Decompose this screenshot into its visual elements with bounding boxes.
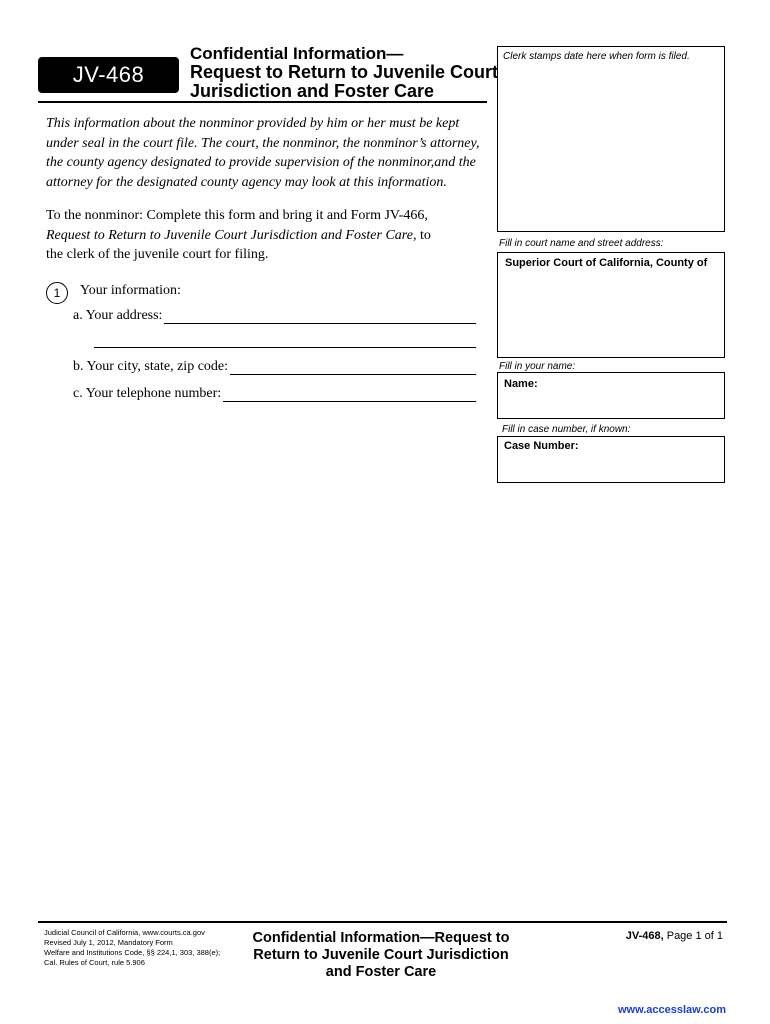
footer-title-line: Confidential Information—Request to [252,930,510,946]
clerk-stamp-box [497,46,725,232]
footer-title [240,930,522,981]
form-title [190,44,499,101]
notice-line: attorney for the designated county agency may look at this information. [46,174,447,190]
address-label: a. Your address: [73,308,163,323]
telephone-label: c. Your telephone number: [73,386,222,401]
instructions-line [46,226,486,246]
page-indicator [560,930,723,942]
confidentiality-notice [46,114,486,192]
footer-citation-line: Welfare and Institutions Code, §§ 224,1, 303, 388(e); [44,948,221,957]
city-state-zip-field [73,359,476,375]
clerk-stamp-label: Clerk stamps date here when form is filed. [503,51,690,62]
footer-citation-line: Cal. Rules of Court, rule 5.906 [44,958,145,967]
footer-title-line: and Foster Care [325,964,437,980]
item-number-badge [46,282,68,304]
title-line-2: Request to Return to Juvenile Court [190,62,499,82]
telephone-field [73,386,476,402]
notice-line: under seal in the court file. The court, the nonminor, the nonminor’s attorney, [46,135,480,151]
case-number-text: Case Number: [504,440,579,452]
footer-citation [44,928,244,968]
instructions-line: the clerk of the juvenile court for filing. [46,247,269,262]
address-line-2-input[interactable] [94,347,476,348]
footer-title-line: Return to Juvenile Court Jurisdiction [253,947,509,963]
notice-line: This information about the nonminor provided by him or her must be kept [46,116,460,131]
form-id: JV-468 [72,62,145,87]
instructions-text: , to [412,227,431,243]
court-name-text: Superior Court of California, County of [505,257,708,269]
title-line-1: Confidential Information— [190,44,404,63]
name-label: Fill in your name: [499,361,576,372]
footer-citation-line: Revised July 1, 2012, Mandatory Form [44,938,173,947]
form-id-badge [38,57,179,93]
notice-line: the county agency designated to provide supervision of the nonminor,and the [46,155,476,170]
footer-divider [38,921,727,923]
address-input[interactable] [164,309,476,324]
name-text: Name: [504,378,538,390]
footer-citation-line: Judicial Council of California, www.courts.ca.gov [44,928,205,937]
title-line-3: Jurisdiction and Foster Care [190,81,435,101]
item-heading: Your information: [80,283,181,298]
instructions [46,206,486,265]
page-number: Page 1 of 1 [663,930,723,942]
telephone-input[interactable] [223,387,476,402]
court-label: Fill in court name and street address: [499,238,664,249]
title-divider [38,101,487,103]
instructions-line: To the nonminor: Complete this form and bring it and Form JV-466, [46,208,428,223]
city-state-zip-label: b. Your city, state, zip code: [73,359,229,374]
case-number-label: Fill in case number, if known: [502,424,631,435]
referenced-form-title: Request to Return to Juvenile Court Jurisdiction and Foster Care [46,227,413,243]
address-field [73,308,476,324]
footer-form-id: JV-468, [625,930,664,942]
watermark-link[interactable]: www.accesslaw.com [617,1004,726,1016]
item-number: 1 [53,286,61,300]
city-state-zip-input[interactable] [230,360,476,375]
